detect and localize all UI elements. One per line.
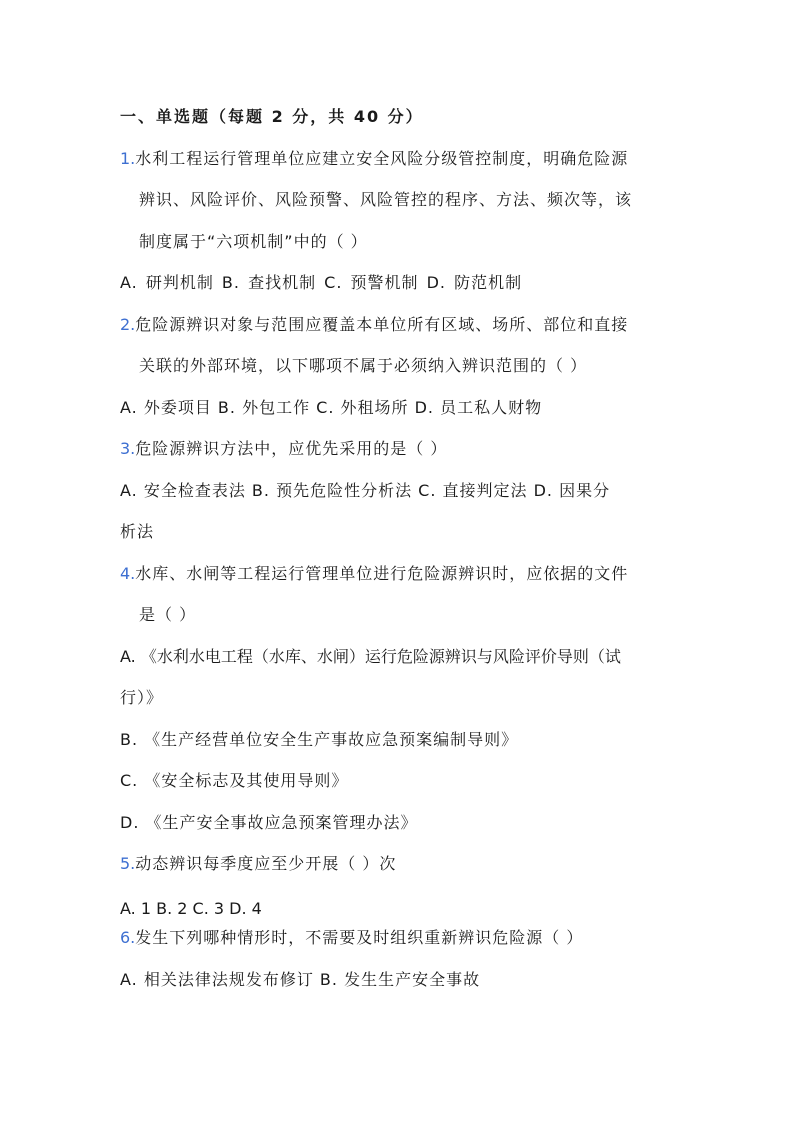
answer-options: A. 相关法律法规发布修订 B. 发生生产安全事故 [120, 970, 481, 989]
question-text: 危险源辨识对象与范围应覆盖本单位所有区域、场所、部位和直接 [135, 315, 629, 334]
question-1 [120, 148, 628, 170]
question-3 [120, 438, 447, 460]
question-number: 4. [120, 564, 136, 583]
question-4 [120, 563, 628, 585]
question-number: 6. [120, 928, 136, 947]
question-text: 危险源辨识方法中，应优先采用的是（ ） [135, 439, 448, 458]
question-2 [120, 314, 628, 336]
answer-option-d: D. 《生产安全事故应急预案管理办法》 [120, 813, 418, 832]
question-text-cont: 是（ ） [139, 605, 197, 624]
question-number: 3. [120, 439, 136, 458]
question-5 [120, 853, 396, 875]
answer-option-a: A. 《水利水电工程（水库、水闸）运行危险源辨识与风险评价导则（试 [120, 647, 621, 666]
answer-option-c: C. 《安全标志及其使用导则》 [120, 771, 349, 790]
answer-options: A. 外委项目 B. 外包工作 C. 外租场所 D. 员工私人财物 [120, 398, 543, 417]
question-text: 动态辨识每季度应至少开展（ ）次 [135, 854, 397, 873]
answer-option-b: B. 《生产经营单位安全生产事故应急预案编制导则》 [120, 730, 519, 749]
question-number: 2. [120, 315, 136, 334]
question-text-cont: 关联的外部环境，以下哪项不属于必须纳入辨识范围的（ ） [139, 356, 588, 375]
answer-options: A. 研判机制 B. 查找机制 C. 预警机制 D. 防范机制 [120, 273, 523, 292]
section-heading: 一、单选题（每题 2 分，共 40 分） [120, 107, 424, 126]
question-text-cont: 辨识、风险评价、风险预警、风险管控的程序、方法、频次等，该 [139, 190, 633, 209]
question-number: 5. [120, 854, 136, 873]
question-text: 发生下列哪种情形时，不需要及时组织重新辨识危险源（ ） [135, 928, 584, 947]
answer-options-cont: 析法 [120, 522, 155, 541]
question-text-cont: 制度属于“六项机制”中的（ ） [139, 232, 368, 251]
question-6 [120, 927, 583, 949]
answer-option-a-cont: 行）》 [120, 688, 164, 707]
question-text: 水库、水闸等工程运行管理单位进行危险源辨识时，应依据的文件 [135, 564, 629, 583]
answer-options: A. 1 B. 2 C. 3 D. 4 [120, 899, 262, 918]
question-text: 水利工程运行管理单位应建立安全风险分级管控制度，明确危险源 [135, 149, 629, 168]
question-number: 1. [120, 149, 136, 168]
answer-options: A. 安全检查表法 B. 预先危险性分析法 C. 直接判定法 D. 因果分 [120, 481, 611, 500]
